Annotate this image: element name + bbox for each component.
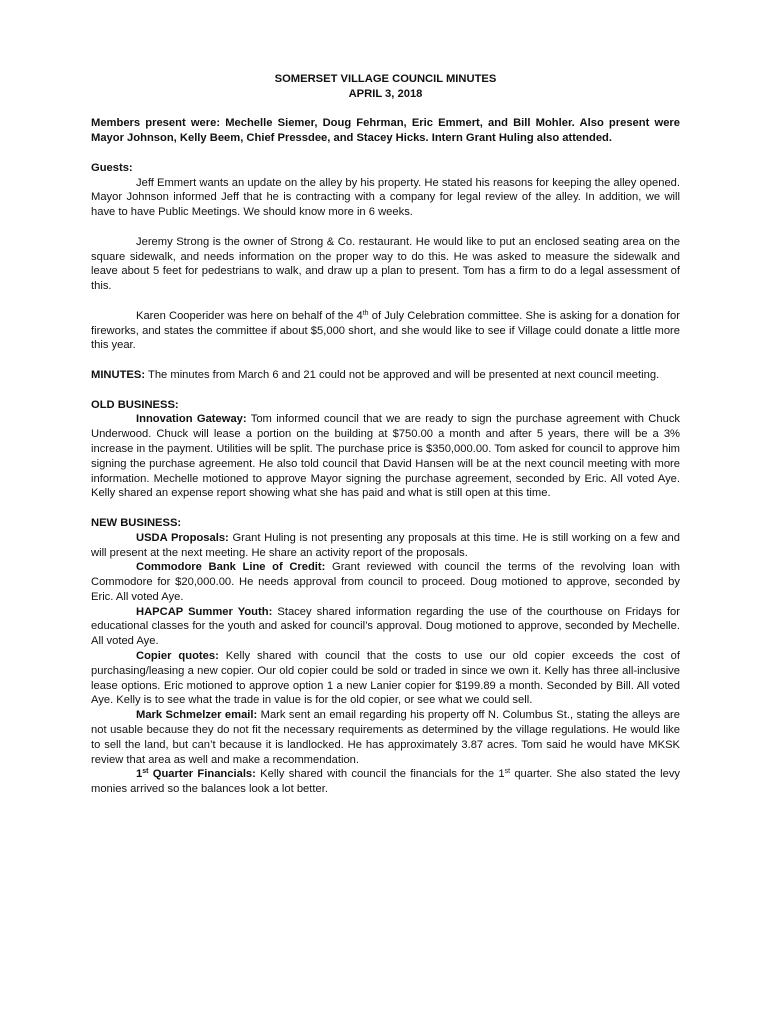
new-business-item-financials: 1st Quarter Financials: Kelly shared with council the financials for the 1st quarter. She also stated the levy monies arrived so the balances look a lot better.	[91, 768, 681, 796]
new-business-item: Commodore Bank Line of Credit: Grant reviewed with council the terms of the revolving loan with Commodore for $20,000.00. He needs approval from council to proceed. Doug motioned to approve, seconded by Eric. All voted Aye.	[91, 561, 680, 603]
item-label: Copier quotes:	[136, 650, 219, 663]
new-business-heading: NEW BUSINESS:	[91, 516, 182, 529]
item-label: Commodore Bank Line of Credit:	[136, 561, 326, 574]
new-business-item: HAPCAP Summer Youth: Stacey shared information regarding the use of the courthouse on Fridays for educational classes for the youth and asked for council’s approval. Doug motioned to approve, seconded by Mechelle. All voted Aye.	[91, 605, 681, 648]
guest-paragraph: Karen Cooperider was here on behalf of the 4th of July Celebration committee. She is asking for a donation for fireworks, and states the committee if about $5,000 short, and she would like to see if Village could donate a little more this year.	[91, 309, 680, 352]
new-business-item: USDA Proposals: Grant Huling is not presenting any proposals at this time. He is still working on a few and will present at the next meeting. He share an activity report of the proposals.	[91, 531, 680, 559]
minutes-section: MINUTES: The minutes from March 6 and 21 could not be approved and will be presented at next council meeting.	[91, 368, 660, 381]
guest-paragraph: Jeremy Strong is the owner of Strong & Co. restaurant. He would like to put an enclosed seating area on the square sidewalk, and needs information on the proper way to do this. He was asked to measure the sidewalk and leave about 5 feet for pedestrians to walk, and draw up a plan to present. Tom has a firm to do a legal assessment of this.	[91, 235, 680, 293]
item-label: Mark Schmelzer email:	[136, 709, 258, 722]
new-business-item: Copier quotes: Kelly shared with council that the costs to use our old copier exceeds the cost of purchasing/leasing a new copier. Our old copier could be sold or traded in since we own it. Kelly has three all-inclusive lease options. Eric motioned to approve option 1 a new Lanier copier for $199.89 a month. Seconded by Bill. All voted Aye. Kelly is to see what the trade in value is for the old copier, or see what we could sell.	[91, 650, 680, 707]
document-date: APRIL 3, 2018	[348, 87, 423, 100]
new-business-item: Mark Schmelzer email: Mark sent an email regarding his property off N. Columbus St., stating the alleys are not usable because they do not fit the necessary requirements as determined by the village regulations. He would like to sell the land, but can’t because it is landlocked. He has approximately 3.87 acres. Tom said he would have MKSK review that area as well and make a recommendation.	[91, 709, 680, 766]
old-business-heading: OLD BUSINESS:	[91, 398, 179, 411]
item-label: HAPCAP Summer Youth:	[136, 605, 273, 618]
item-label: Innovation Gateway:	[136, 413, 247, 426]
item-label: USDA Proposals:	[136, 531, 229, 544]
document-title: SOMERSET VILLAGE COUNCIL MINUTES	[274, 73, 497, 85]
guest-paragraph: Jeff Emmert wants an update on the alley by his property. He stated his reasons for keeping the alley opened. Mayor Johnson informed Jeff that he is contracting with a company for legal review of the alley. In addition, we will have to have Public Meetings. We should know more in 6 weeks.	[91, 176, 680, 219]
guests-heading: Guests:	[91, 161, 133, 174]
item-label: 1st Quarter Financials:	[136, 768, 256, 781]
members-present: Members present were: Mechelle Siemer, Doug Fehrman, Eric Emmert, and Bill Mohler. Also present were Mayor Johnson, Kelly Beem, Chief Pressdee, and Stacey Hicks. Intern Grant Huling also attended.	[91, 117, 680, 145]
minutes-label: MINUTES:	[91, 368, 146, 381]
old-business-item: Innovation Gateway: Tom informed council that we are ready to sign the purchase agreement with Chuck Underwood. Chuck will lease a portion on the building at $750.00 a month and after 5 years, there will be a 3% increase in the payment. Utilities will be split. The purchase price is $350,000.00. Tom asked for council to approve him signing the purchase agreement. He also told council that David Hansen will be at the next council meeting with more information. Mechelle motioned to approve Mayor signing the purchase agreement, seconded by Eric. All voted Aye. Kelly shared an expense report showing what she has paid and what is still open at this time.	[91, 413, 681, 500]
